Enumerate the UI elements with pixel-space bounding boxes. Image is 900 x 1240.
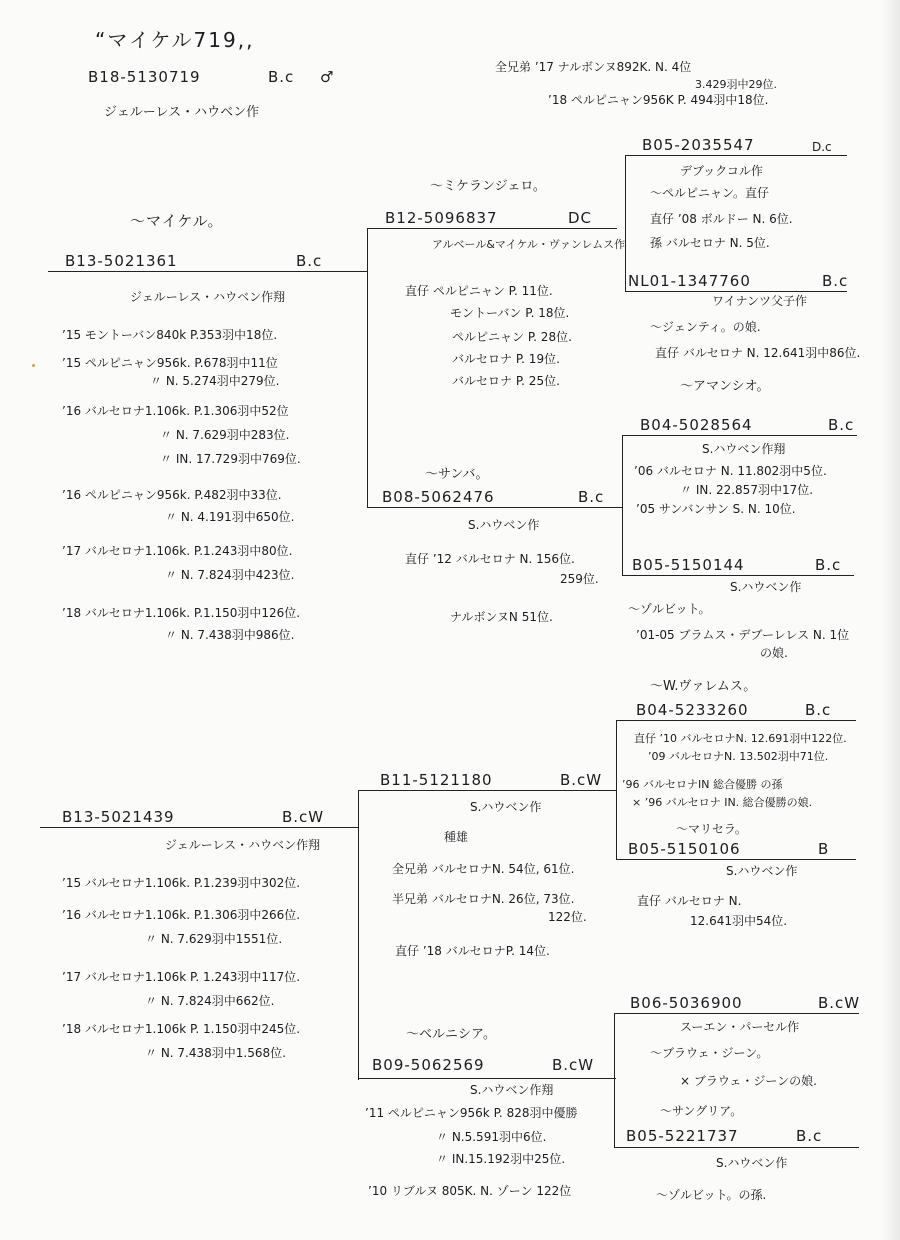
dds-line: [614, 1013, 859, 1014]
sd-result: 直仔 ’12 バルセロナ N. 156位.: [405, 552, 575, 566]
subject-breeder: ジェルーレス・ハウベン作: [104, 105, 260, 120]
sdd-reg-code: B.c: [815, 556, 842, 574]
sds-breeder: S.ハウベン作翔: [702, 442, 786, 456]
ss-result: モントーバン P. 18位.: [450, 306, 570, 320]
sdd-reg-number: B05-5150144: [632, 556, 745, 574]
sss-reg-number: B05-2035547: [642, 136, 755, 154]
ddd-reg-number: B05-5221737: [626, 1127, 739, 1145]
ssd-result: 直仔 バルセロナ N. 12.641羽中86位.: [655, 346, 861, 360]
sire-result: 〃 N. 7.438羽中986位.: [165, 628, 295, 642]
sds-line: [622, 435, 857, 436]
dsd-result: 12.641羽中54位.: [690, 914, 788, 928]
dd-line: [358, 1078, 616, 1079]
dam-result: 〃 N. 7.438羽中1.568位.: [145, 1046, 286, 1060]
dsd-name: 〜マリセラ。: [676, 822, 747, 836]
dsd-breeder: S.ハウベン作: [726, 864, 798, 878]
dd-result: 〃 IN.15.192羽中25位.: [436, 1152, 566, 1166]
dss-line: [616, 720, 856, 721]
ss-line: [367, 228, 617, 229]
subject-reg-number: B18-5130719: [88, 68, 201, 86]
dam-reg-number: B13-5021439: [62, 808, 175, 826]
ss-breeder: アルベール&マイケル・ヴァンレムス作: [432, 238, 626, 251]
sire-result: 〃 N. 7.629羽中283位.: [160, 428, 290, 442]
dss-reg-code: B.c: [805, 701, 832, 719]
ssd-name: 〜ジェンティ。の娘.: [650, 320, 761, 334]
dam-result: ’18 バルセロナ1.106k P. 1.150羽中245位.: [62, 1022, 301, 1036]
ss-reg-code: DC: [568, 209, 593, 227]
sd-bracket: [622, 435, 623, 575]
dam-result: 〃 N. 7.629羽中1551位.: [145, 932, 283, 946]
dss-result: ’96 バルセロナIN 総合優勝 の孫: [622, 778, 783, 791]
subject-title: “マイケル719,,: [95, 28, 255, 52]
ds-result: 122位.: [548, 910, 587, 924]
dam-bracket: [358, 790, 359, 1080]
sire-result: 〃 N. 5.274羽中279位.: [150, 374, 280, 388]
sd-result: 259位.: [560, 572, 599, 586]
sds-result: ’05 サンバンサン S. N. 10位.: [636, 502, 796, 516]
ssd-reg-code: B.c: [822, 272, 849, 290]
sds-result: 〃 IN. 22.857羽中17位.: [680, 483, 814, 497]
dds-result: 〜ブラウェ・ジーン。: [650, 1046, 769, 1060]
dsd-line: [616, 859, 856, 860]
sdd-result: ’01-05 ブラムス・デブーレレス N. 1位: [636, 628, 850, 642]
ssd-reg-number: NL01-1347760: [628, 272, 751, 290]
dam-reg-code: B.cW: [282, 808, 325, 826]
subject-sibling-record-3: ’18 ペルピニャン956K P. 494羽中18位.: [548, 93, 769, 107]
ddd-reg-code: B.c: [796, 1127, 823, 1145]
dd-result: 〃 N.5.591羽中6位.: [436, 1130, 547, 1144]
ddd-name: 〜サングリア。: [660, 1104, 743, 1118]
sdd-line: [622, 575, 854, 576]
sss-result: 孫 バルセロナ N. 5位.: [650, 236, 770, 250]
sire-reg-code: B.c: [296, 252, 323, 270]
ssd-breeder: ワイナンツ父子作: [712, 294, 808, 308]
dd-result: ’11 ペルピニャン956k P. 828羽中優勝: [365, 1106, 578, 1120]
dam-result: ’16 バルセロナ1.106k. P.1.306羽中266位.: [62, 908, 301, 922]
ds-reg-number: B11-5121180: [380, 771, 493, 789]
dss-result: ’09 バルセロナN. 13.502羽中71位.: [648, 750, 829, 763]
dss-reg-number: B04-5233260: [636, 701, 749, 719]
ds-line: [358, 790, 616, 791]
sire-result: ’16 ペルピニャン956k. P.482羽中33位.: [62, 488, 282, 502]
ss-bracket: [625, 155, 626, 292]
subject-sibling-record-1: 全兄弟 ’17 ナルボンヌ892K. N. 4位: [495, 60, 692, 74]
page-edge-shadow: [882, 0, 900, 1240]
ds-reg-code: B.cW: [560, 771, 603, 789]
sss-name: 〜ペルピニャン。直仔: [650, 186, 770, 200]
ss-name: 〜ミケランジェロ。: [430, 179, 546, 194]
sire-result: 〃 N. 4.191羽中650位.: [165, 510, 295, 524]
sire-bracket: [367, 228, 368, 508]
ss-result: バルセロナ P. 19位.: [452, 352, 560, 366]
sd-reg-code: B.c: [578, 488, 605, 506]
sd-name: 〜サンバ。: [425, 467, 489, 482]
sds-reg-code: B.c: [828, 416, 855, 434]
dd-bracket: [614, 1013, 615, 1148]
sire-breeder: ジェルーレス・ハウベン作翔: [130, 290, 286, 304]
sire-result: ’16 バルセロナ1.106k. P.1.306羽中52位: [62, 404, 289, 418]
sds-name: 〜アマンシオ。: [680, 379, 770, 394]
sds-result: ’06 バルセロナ N. 11.802羽中5位.: [634, 464, 827, 478]
sd-line: [367, 507, 622, 508]
dss-name: 〜W.ヴァレムス。: [650, 679, 757, 694]
dd-reg-code: B.cW: [552, 1056, 595, 1074]
ddd-breeder: S.ハウベン作: [716, 1156, 788, 1170]
dds-breeder: スーエン・パーセル作: [680, 1020, 800, 1034]
dam-line: [40, 827, 358, 828]
dam-result: ’15 バルセロナ1.106k. P.1.239羽中302位.: [62, 876, 301, 890]
ds-result: 全兄弟 バルセロナN. 54位, 61位.: [392, 862, 575, 876]
dd-result: ’10 リブルヌ 805K. N. ゾーン 122位: [368, 1184, 572, 1198]
sd-reg-number: B08-5062476: [382, 488, 495, 506]
ssd-line: [625, 291, 847, 292]
ss-result: バルセロナ P. 25位.: [452, 374, 560, 388]
subject-sibling-record-2: 3.429羽中29位.: [695, 78, 777, 91]
subject-reg-code: B.c: [268, 68, 295, 86]
sdd-breeder: S.ハウベン作: [730, 580, 802, 594]
sds-reg-number: B04-5028564: [640, 416, 753, 434]
dam-result: ’17 バルセロナ1.106k P. 1.243羽中117位.: [62, 970, 301, 984]
ddd-line: [614, 1147, 859, 1148]
ds-bracket: [616, 720, 617, 860]
ds-breeder: S.ハウベン作: [470, 800, 542, 814]
sire-result: ’15 モントーバン840k P.353羽中18位.: [62, 328, 278, 342]
sdd-result: の娘.: [760, 646, 788, 660]
ss-reg-number: B12-5096837: [385, 209, 498, 227]
ds-result: 半兄弟 バルセロナN. 26位, 73位.: [392, 892, 575, 906]
dss-result: × ’96 バルセロナ IN. 総合優勝の娘.: [632, 796, 813, 809]
sire-name: 〜マイケル。: [130, 212, 224, 230]
dsd-reg-number: B05-5150106: [628, 840, 741, 858]
sd-breeder: S.ハウベン作: [468, 518, 540, 532]
subject-sex-mark: ♂: [320, 68, 335, 86]
ss-result: ペルピニャン P. 28位.: [452, 330, 572, 344]
sire-result: 〃 IN. 17.729羽中769位.: [160, 452, 301, 466]
dd-reg-number: B09-5062569: [372, 1056, 485, 1074]
sss-line: [625, 155, 847, 156]
dsd-result: 直仔 バルセロナ N.: [637, 894, 742, 908]
ss-result: 直仔 ペルピニャン P. 11位.: [405, 284, 553, 298]
ink-speck: [32, 364, 35, 367]
sire-result: ’18 バルセロナ1.106k. P.1.150羽中126位.: [62, 606, 301, 620]
sire-reg-number: B13-5021361: [65, 252, 178, 270]
dd-name: 〜ベルニシア。: [406, 1027, 496, 1042]
sd-result: ナルボンヌN 51位.: [450, 610, 553, 624]
dd-breeder: S.ハウベン作翔: [470, 1083, 554, 1097]
dds-result: × ブラウェ・ジーンの娘.: [680, 1074, 817, 1088]
ddd-result: 〜ゾルビット。の孫.: [656, 1188, 767, 1202]
sire-result: ’17 バルセロナ1.106k. P.1.243羽中80位.: [62, 544, 293, 558]
dam-breeder: ジェルーレス・ハウベン作翔: [165, 838, 321, 852]
dam-result: 〃 N. 7.824羽中662位.: [145, 994, 275, 1008]
ds-label: 種雄: [444, 830, 469, 844]
sss-breeder: デブックコル作: [680, 164, 763, 178]
sire-result: ’15 ペルピニャン956k. P.678羽中11位: [62, 356, 278, 370]
dss-result: 直仔 ’10 バルセロナN. 12.691羽中122位.: [634, 732, 847, 745]
ds-result: 直仔 ’18 バルセロナP. 14位.: [395, 944, 550, 958]
dsd-reg-code: B: [818, 840, 830, 858]
sire-result: 〃 N. 7.824羽中423位.: [165, 568, 295, 582]
sire-line: [48, 271, 368, 272]
dds-reg-code: B.cW: [818, 994, 861, 1012]
sss-result: 直仔 ’08 ボルドー N. 6位.: [650, 212, 793, 226]
sdd-name: 〜ゾルビット。: [628, 602, 711, 616]
sss-reg-code: D.c: [812, 140, 832, 154]
dds-reg-number: B06-5036900: [630, 994, 743, 1012]
